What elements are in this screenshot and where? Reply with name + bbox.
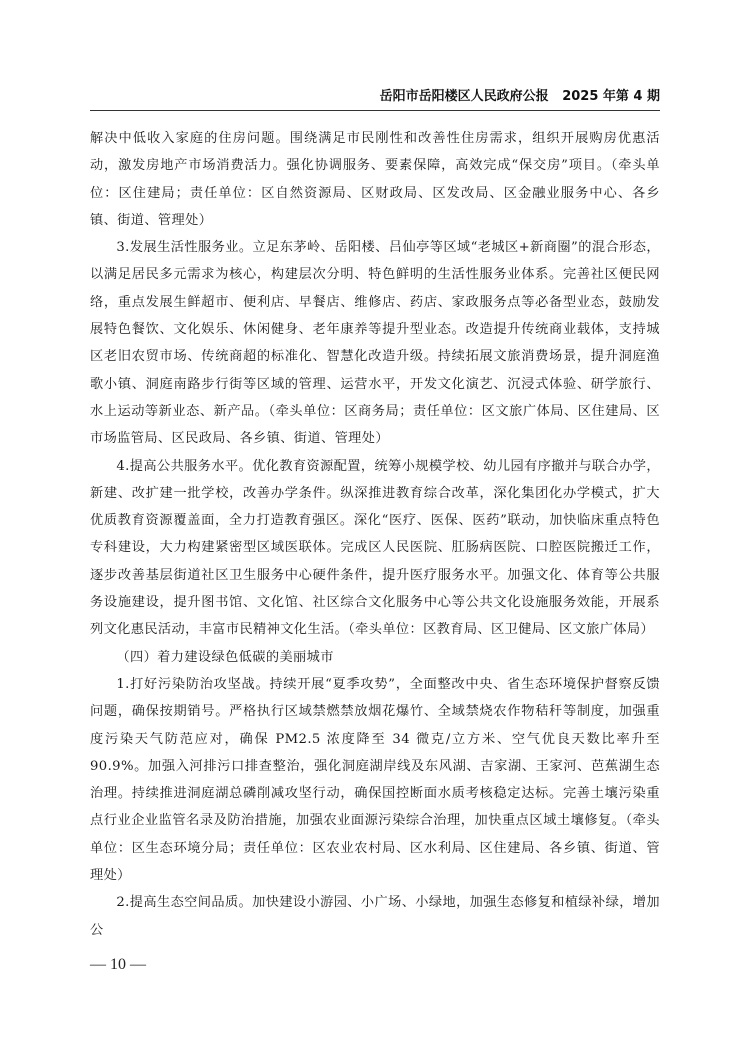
paragraph: 2.提高生态空间品质。加快建设小游园、小广场、小绿地，加强生态修复和植绿补绿，增加公 — [90, 895, 660, 938]
paragraph: 解决中低收入家庭的住房问题。围绕满足市民刚性和改善性住房需求，组织开展购房优惠活动，激发房地产市场消费活力。强化协调服务、要素保障，高效完成“保交房”项目。（牵头单位：区住建局；责任单位：区自然资源局、区财政局、区发改局、区金融业服务中心、各乡镇、街道、管理处） — [90, 131, 660, 228]
page-number: — 10 — — [90, 956, 146, 973]
publication-title: 岳阳市岳阳楼区人民政府公报 — [379, 89, 549, 104]
paragraph: 4.提高公共服务水平。优化教育资源配置，统筹小规模学校、幼儿园有序撤并与联合办学，新建、改扩建一批学校，改善办学条件。纵深推进教育综合改革，深化集团化办学模式，扩大优质教育资源覆盖面，全力打造教育强区。深化“医疗、医保、医药”联动，加快临床重点特色专科建设，大力构建紧密型区域医联体。完成区人民医院、肛肠病医院、口腔医院搬迁工作，逐步改善基层街道社区卫生服务中心硬件条件，提升医疗服务水平。加强文化、体育等公共服务设施建设，提升图书馆、文化馆、社区综合文化服务中心等公共文化设施服务效能，开展系列文化惠民活动，丰富市民精神文化生活。（牵头单位：区教育局、区卫健局、区文旅广体局） — [90, 458, 660, 638]
page-header — [90, 86, 660, 111]
paragraph: 3.发展生活性服务业。立足东茅岭、岳阳楼、吕仙亭等区域“老城区+新商圈”的混合形态，以满足居民多元需求为核心，构建层次分明、特色鲜明的生活性服务业体系。完善社区便民网络，重点发展生鲜超市、便利店、早餐店、维修店、药店、家政服务点等必备型业态，鼓励发展特色餐饮、文化娱乐、休闲健身、老年康养等提升型业态。改造提升传统商业载体，支持城区老旧农贸市场、传统商超的标准化、智慧化改造升级。持续拓展文旅消费场景，提升洞庭渔歌小镇、洞庭南路步行街等区域的管理、运营水平，开发文化演艺、沉浸式体验、研学旅行、水上运动等新业态、新产品。（牵头单位：区商务局；责任单位：区文旅广体局、区住建局、区市场监管局、区民政局、各乡镇、街道、管理处） — [90, 240, 660, 447]
section-heading: （四）着力建设绿色低碳的美丽城市 — [116, 649, 334, 665]
issue-number: 2025 年第 4 期 — [562, 89, 660, 104]
document-body — [90, 125, 660, 944]
paragraph: 1.打好污染防治攻坚战。持续开展“夏季攻势”，全面整改中央、省生态环境保护督察反馈问题，确保按期销号。严格执行区域禁燃禁放烟花爆竹、全域禁烧农作物秸秆等制度，加强重度污染天气防范应对，确保 PM2.5 浓度降至 34 微克/立方米、空气优良天数比率升至 90.9%。加强入河排污口排查整治，强化洞庭湖岸线及东风湖、吉家湖、王家河、芭蕉湖生态治理。持续推进洞庭湖总磷削减攻坚行动，确保国控断面水质考核稳定达标。完善土壤污染重点行业企业监管名录及防治措施，加强农业面源污染综合治理，加快重点区域土壤修复。（牵头单位：区生态环境分局；责任单位：区农业农村局、区水利局、区住建局、各乡镇、街道、管理处） — [90, 676, 660, 884]
